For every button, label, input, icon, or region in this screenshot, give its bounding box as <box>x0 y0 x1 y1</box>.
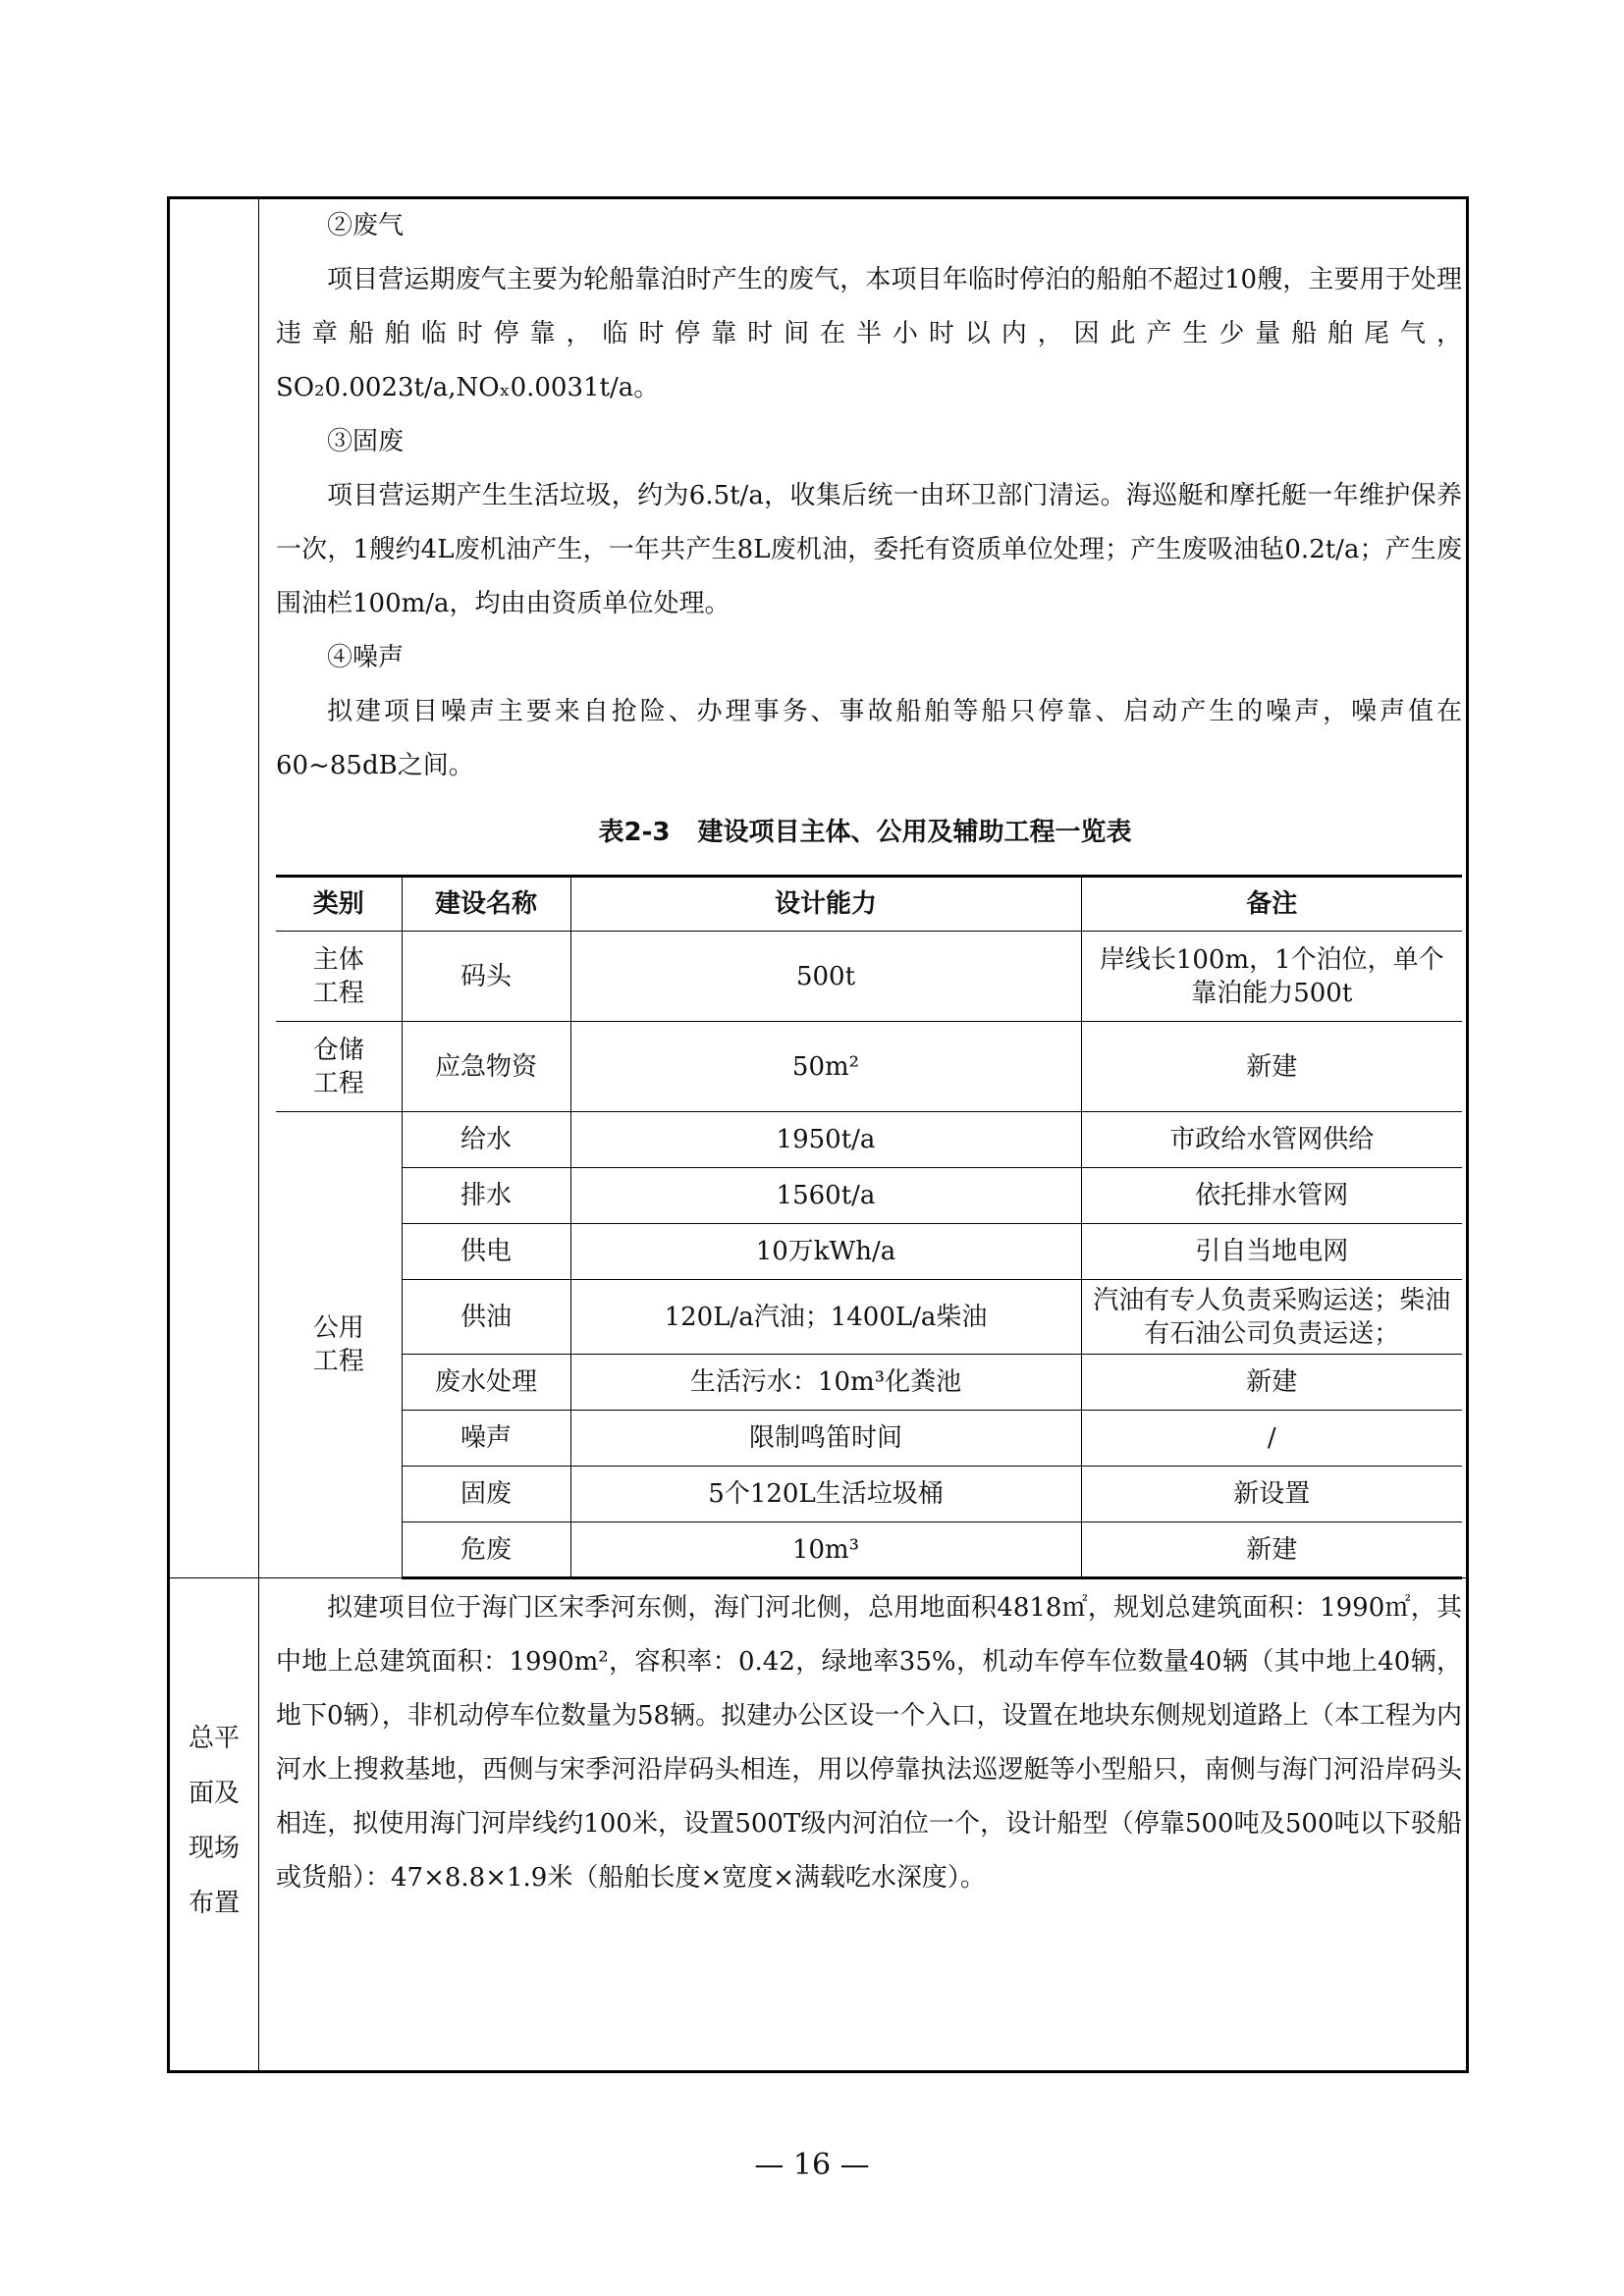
capacity-cell: 10m³ <box>570 1522 1081 1578</box>
waste-gas-heading: ②废气 <box>327 211 405 240</box>
note-cell: 引自当地电网 <box>1081 1224 1462 1280</box>
note-cell: 新建 <box>1081 1355 1462 1411</box>
engineering-table <box>276 875 1462 1579</box>
waste-gas-text: 项目营运期废气主要为轮船靠泊时产生的废气，本项目年临时停泊的船舶不超过10艘，主要用于处理违章船舶临时停靠，临时停靠时间在半小时以内，因此产生少量船舶尾气，SO₂0.0023t/a,NOₓ0.0031t/a。 <box>276 265 1462 402</box>
name-cell: 危废 <box>402 1522 570 1578</box>
header-capacity: 设计能力 <box>570 877 1081 932</box>
noise-text: 拟建项目噪声主要来自抢险、办理事务、事故船舶等船只停靠、启动产生的噪声，噪声值在60~85dB之间。 <box>276 697 1462 780</box>
name-cell: 废水处理 <box>402 1355 570 1411</box>
solid-waste-text: 项目营运期产生生活垃圾，约为6.5t/a，收集后统一由环卫部门清运。海巡艇和摩托艇一年维护保养一次，1艘约4L废机油产生，一年共产生8L废机油，委托有资质单位处理；产生废吸油毡0.2t/a；产生废围油栏100m/a，均由由资质单位处理。 <box>276 481 1462 618</box>
note-cell: / <box>1081 1411 1462 1467</box>
capacity-cell: 500t <box>570 932 1081 1022</box>
table-row <box>276 1168 1462 1224</box>
noise-heading: ④噪声 <box>327 643 405 672</box>
column-divider <box>258 199 259 2070</box>
layout-section-label: 总平 面及 现场 布置 <box>188 1724 240 1918</box>
note-cell: 新设置 <box>1081 1467 1462 1522</box>
table-row <box>276 1411 1462 1467</box>
table-row <box>276 1022 1462 1112</box>
capacity-cell: 1950t/a <box>570 1112 1081 1168</box>
table-caption <box>258 812 1472 848</box>
solid-waste-heading: ③固废 <box>327 427 405 456</box>
capacity-cell: 5个120L生活垃圾桶 <box>570 1467 1081 1522</box>
name-cell: 噪声 <box>402 1411 570 1467</box>
name-cell: 应急物资 <box>402 1022 570 1112</box>
name-cell: 码头 <box>402 932 570 1022</box>
note-cell: 新建 <box>1081 1022 1462 1112</box>
note-cell: 依托排水管网 <box>1081 1168 1462 1224</box>
content-frame <box>167 196 1469 2073</box>
name-cell: 给水 <box>402 1112 570 1168</box>
table-row <box>276 1467 1462 1522</box>
header-note: 备注 <box>1081 877 1462 932</box>
capacity-cell: 50m² <box>570 1022 1081 1112</box>
table-row <box>276 1112 1462 1168</box>
header-category: 类别 <box>276 877 402 932</box>
table-row <box>276 1355 1462 1411</box>
capacity-cell: 生活污水：10m³化粪池 <box>570 1355 1081 1411</box>
note-cell: 市政给水管网供给 <box>1081 1112 1462 1168</box>
table-row <box>276 1522 1462 1578</box>
name-cell: 固废 <box>402 1467 570 1522</box>
table-row <box>276 1224 1462 1280</box>
table-caption-number: 表2-3 <box>598 818 671 847</box>
capacity-cell: 1560t/a <box>570 1168 1081 1224</box>
table-caption-title: 建设项目主体、公用及辅助工程一览表 <box>697 818 1132 847</box>
table-header-row <box>276 877 1462 932</box>
note-cell: 新建 <box>1081 1522 1462 1578</box>
note-cell: 汽油有专人负责采购运送；柴油有石油公司负责运送； <box>1081 1280 1462 1355</box>
table-row <box>276 1280 1462 1355</box>
capacity-cell: 10万kWh/a <box>570 1224 1081 1280</box>
layout-section-text: 拟建项目位于海门区宋季河东侧，海门河北侧，总用地面积4818㎡，规划总建筑面积：1990㎡，其中地上总建筑面积：1990m²，容积率：0.42，绿地率35%，机动车停车位数量40辆（其中地上40辆，地下0辆），非机动停车位数量为58辆。拟建办公区设一个入口，设置在地块东侧规划道路上（本工程为内河水上搜救基地，西侧与宋季河沿岸码头相连，用以停靠执法巡逻艇等小型船只，南侧与海门河沿岸码头相连，拟使用海门河岸线约100米，设置500T级内河泊位一个，设计船型（停靠500吨及500吨以下驳船或货船）：47×8.8×1.9米（船舶长度×宽度×满载吃水深度）。 <box>276 1593 1463 1893</box>
capacity-cell: 120L/a汽油；1400L/a柴油 <box>570 1280 1081 1355</box>
name-cell: 供电 <box>402 1224 570 1280</box>
capacity-cell: 限制鸣笛时间 <box>570 1411 1081 1467</box>
note-cell: 岸线长100m，1个泊位，单个靠泊能力500t <box>1081 932 1462 1022</box>
header-name: 建设名称 <box>402 877 570 932</box>
category-cell: 仓储 工程 <box>276 1022 402 1112</box>
category-cell: 主体 工程 <box>276 932 402 1022</box>
name-cell: 供油 <box>402 1280 570 1355</box>
table-row <box>276 932 1462 1022</box>
category-cell: 公用 工程 <box>276 1112 402 1578</box>
page-number: — 16 — <box>754 2148 870 2182</box>
name-cell: 排水 <box>402 1168 570 1224</box>
